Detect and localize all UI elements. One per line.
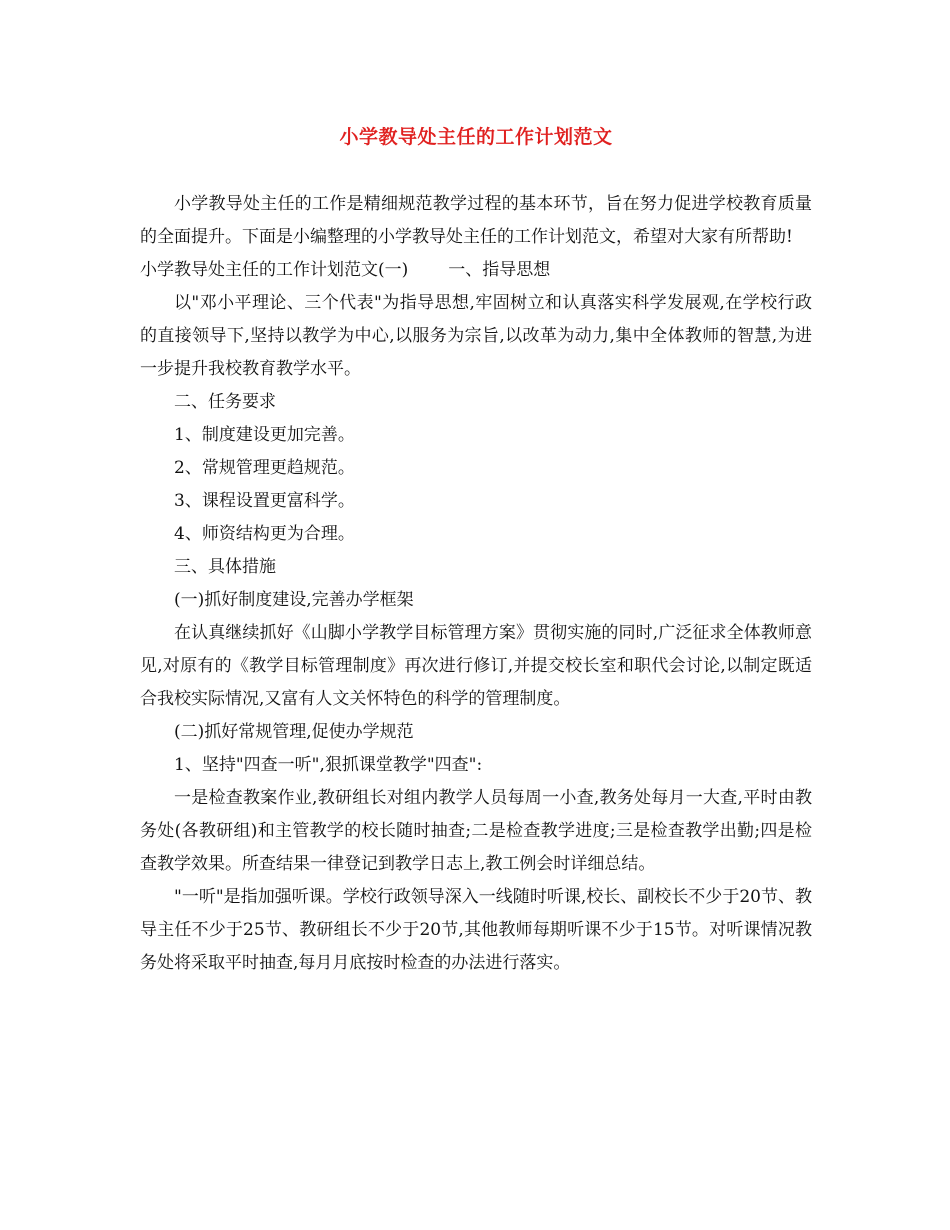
measure1-title: (一)抓好制度建设,完善办学框架	[174, 590, 414, 610]
one-listen-paragraph: "一听"是指加强听课。学校行政领导深入一线随时听课,校长、副校长不少于20节、教导主任不少于25节、教研组长不少于20节,其他教师每期听课不少于15节。对听课情况教务处将采取平时抽查,每月月底按时检查的办法进行落实。	[140, 887, 812, 973]
section1-subheading: 一、指导思想	[448, 260, 551, 280]
task-item-2: 2、常规管理更趋规范。	[174, 458, 355, 478]
measures-heading: 三、具体措施	[174, 557, 276, 577]
section1-heading	[140, 254, 812, 287]
document-title: 小学教导处主任的工作计划范文	[339, 126, 613, 148]
document-body	[140, 188, 812, 980]
measure2-title: (二)抓好常规管理,促使办学规范	[174, 722, 414, 742]
task-item-4: 4、师资结构更为合理。	[174, 524, 355, 544]
section1-title: 小学教导处主任的工作计划范文(一)	[140, 260, 409, 280]
guiding-paragraph: 以"邓小平理论、三个代表"为指导思想,牢固树立和认真落实科学发展观,在学校行政的直接领导下,坚持以教学为中心,以服务为宗旨,以改革为动力,集中全体教师的智慧,为进一步提升我校教育教学水平。	[140, 293, 812, 379]
measure1-paragraph: 在认真继续抓好《山脚小学教学目标管理方案》贯彻实施的同时,广泛征求全体教师意见,对原有的《教学目标管理制度》再次进行修订,并提交校长室和职代会讨论,以制定既适合我校实际情况,又富有人文关怀特色的科学的管理制度。	[140, 623, 812, 709]
task-item-1: 1、制度建设更加完善。	[174, 425, 355, 445]
task-item-3: 3、课程设置更富科学。	[174, 491, 355, 511]
tasks-heading: 二、任务要求	[174, 392, 276, 412]
intro-paragraph: 小学教导处主任的工作是精细规范教学过程的基本环节，旨在努力促进学校教育质量的全面提升。下面是小编整理的小学教导处主任的工作计划范文，希望对大家有所帮助!	[140, 194, 812, 247]
four-checks-paragraph: 一是检查教案作业,教研组长对组内教学人员每周一小查,教务处每月一大查,平时由教务处(各教研组)和主管教学的校长随时抽查;二是检查教学进度;三是检查教学出勤;四是检查教学效果。所查结果一律登记到教学日志上,教工例会时详细总结。	[140, 788, 812, 874]
measure2-item1: 1、坚持"四查一听",狠抓课堂教学"四查":	[174, 755, 483, 775]
